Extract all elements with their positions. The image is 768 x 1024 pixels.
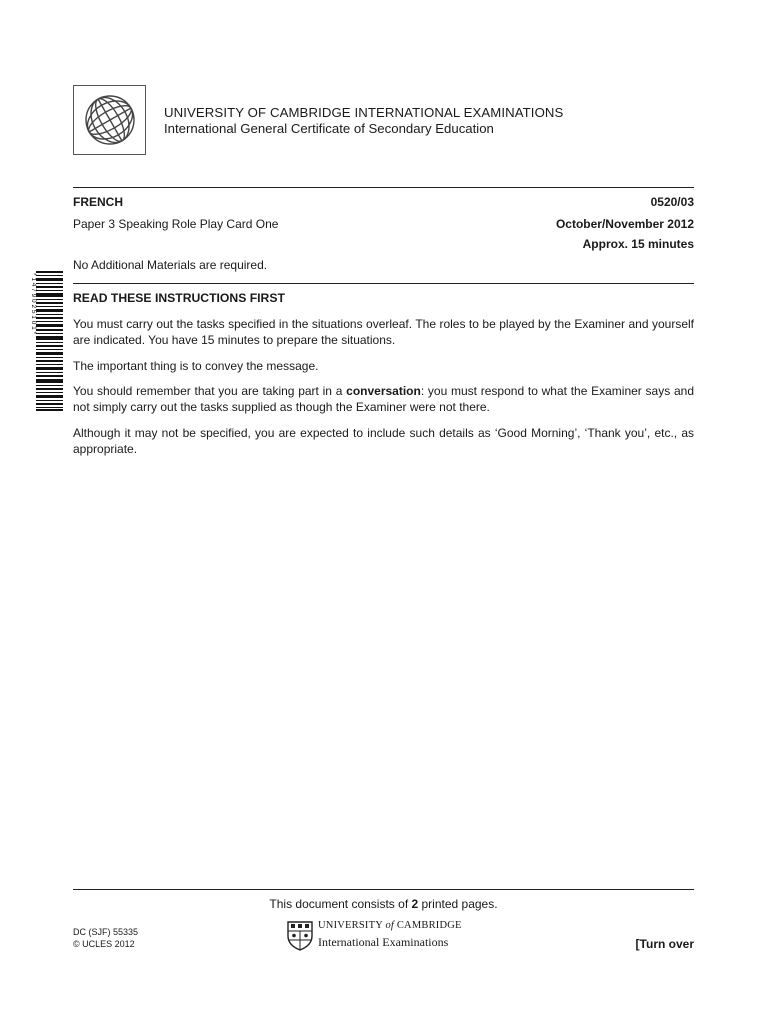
page-count-prefix: This document consists of bbox=[269, 897, 412, 911]
instruction-paragraph-2: The important thing is to convey the message. bbox=[73, 359, 319, 373]
brand-prefix: UNIVERSITY bbox=[318, 920, 386, 931]
turn-over-note: [Turn over bbox=[635, 937, 694, 951]
exam-session: October/November 2012 bbox=[555, 217, 694, 231]
mid-divider bbox=[73, 283, 694, 284]
university-name: UNIVERSITY OF CAMBRIDGE INTERNATIONAL EXAMINATIONS bbox=[164, 105, 564, 120]
cie-globe-logo bbox=[73, 85, 146, 155]
instruction-paragraph-4: Although it may not be specified, you are expected to include such details as ‘Good Morning’, ‘Thank you’, etc., as appropriate. bbox=[73, 426, 694, 456]
cambridge-brand-line-1 bbox=[318, 920, 462, 931]
brand-of: of bbox=[385, 920, 395, 931]
cambridge-brand-line-2: International Examinations bbox=[318, 935, 449, 949]
instruction-paragraph-1: You must carry out the tasks specified in the situations overleaf. The roles to be played by the Examiner and yourself are indicated. You have 15 minutes to prepare the situations. bbox=[73, 317, 694, 347]
copyright: © UCLES 2012 bbox=[73, 939, 135, 949]
instruction-paragraph-3 bbox=[73, 384, 694, 415]
p3-text-start: You should remember that you are taking part in a bbox=[73, 384, 347, 398]
footer-divider bbox=[73, 889, 694, 890]
instructions-heading: READ THESE INSTRUCTIONS FIRST bbox=[73, 291, 285, 305]
certificate-name: International General Certificate of Secondary Education bbox=[164, 121, 494, 136]
globe-icon bbox=[79, 89, 141, 151]
document-reference: DC (SJF) 55335 bbox=[73, 927, 139, 937]
materials-note: No Additional Materials are required. bbox=[73, 258, 268, 272]
syllabus-code: 0520/03 bbox=[650, 195, 694, 209]
cambridge-crest-icon bbox=[287, 921, 313, 956]
subject: FRENCH bbox=[73, 195, 123, 209]
page-count-number: 2 bbox=[411, 897, 419, 911]
top-divider bbox=[73, 187, 694, 188]
page-count-suffix: printed pages. bbox=[418, 897, 498, 911]
p3-emphasis: conversation bbox=[346, 384, 421, 398]
paper-title: Paper 3 Speaking Role Play Card One bbox=[73, 217, 279, 231]
page-count-note bbox=[73, 897, 694, 912]
p3-text-end: : you must respond to what the Examiner says and not simply carry out the tasks supplied as though the Examiner were not there. bbox=[73, 384, 694, 414]
brand-suffix: CAMBRIDGE bbox=[394, 920, 462, 931]
exam-duration: Approx. 15 minutes bbox=[582, 237, 694, 251]
candidate-barcode bbox=[28, 271, 64, 411]
barcode-digits: * 1 4 7 9 0 2 5 1 0 1 * bbox=[30, 273, 37, 335]
